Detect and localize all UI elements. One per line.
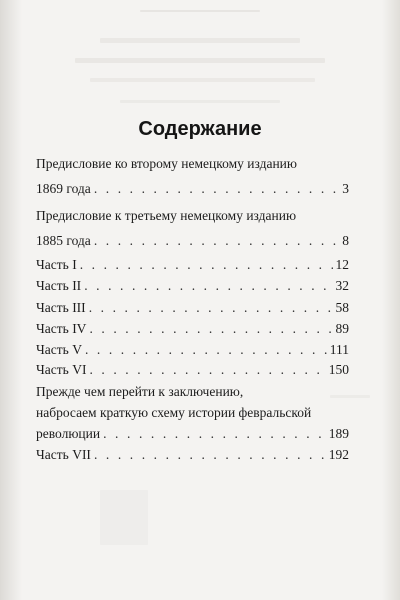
toc-entry-line: Прежде чем перейти к заключению, <box>36 384 244 399</box>
leader-dots <box>84 276 332 296</box>
leader-dots <box>80 255 333 275</box>
toc-page-number: 58 <box>335 300 349 315</box>
toc-page-number: 89 <box>335 321 349 336</box>
toc-entry[interactable] <box>36 231 349 251</box>
toc-entry-line: Предисловие к третьему немецкому изданию <box>36 208 297 223</box>
toc-entry-label: Часть II <box>36 278 82 293</box>
toc-entry[interactable] <box>36 298 349 318</box>
page-shadow-right <box>382 0 400 600</box>
toc-page-number: 32 <box>335 278 349 293</box>
toc-entry-label: 1869 года <box>36 181 91 196</box>
toc-entry[interactable] <box>36 255 349 275</box>
toc-entry-line: Предисловие ко второму немецкому изданию <box>36 156 297 171</box>
leader-dots <box>89 319 332 339</box>
toc-entry[interactable] <box>36 424 349 444</box>
toc-entry[interactable] <box>36 445 349 465</box>
toc-page-number: 3 <box>342 181 349 196</box>
bleed-through-mark <box>100 490 148 545</box>
page-shadow-left <box>0 0 22 600</box>
toc-entry-label: революции <box>36 426 101 441</box>
toc-page-number: 192 <box>328 447 349 462</box>
leader-dots <box>103 424 326 444</box>
bleed-through-mark <box>120 100 280 103</box>
bleed-through-mark <box>140 10 260 12</box>
toc-entry-label: Часть VI <box>36 362 87 377</box>
toc-entry[interactable] <box>36 360 349 380</box>
bleed-through-mark <box>90 78 315 82</box>
toc-page-number: 111 <box>329 342 349 357</box>
toc-entry[interactable] <box>36 179 349 199</box>
toc-entry-label: Часть I <box>36 257 77 272</box>
toc-entry[interactable] <box>36 276 349 296</box>
leader-dots <box>94 179 339 199</box>
toc-page-number: 189 <box>328 426 349 441</box>
page-title: Содержание <box>138 118 262 140</box>
toc-entry-label: Часть VII <box>36 447 91 462</box>
toc-entry[interactable] <box>36 319 349 339</box>
toc-entry-label: 1885 года <box>36 233 91 248</box>
leader-dots <box>89 360 325 380</box>
leader-dots <box>89 298 333 318</box>
leader-dots <box>94 231 339 251</box>
leader-dots <box>94 445 326 465</box>
toc-page-number: 8 <box>342 233 349 248</box>
toc-entry-label: Часть V <box>36 342 82 357</box>
toc-entry-label: Часть III <box>36 300 86 315</box>
toc-page-number: 12 <box>335 257 349 272</box>
toc-entry[interactable] <box>36 340 349 360</box>
bleed-through-mark <box>100 38 300 43</box>
bleed-through-mark <box>75 58 325 63</box>
toc-page-number: 150 <box>328 362 349 377</box>
leader-dots <box>85 340 327 360</box>
toc-entry-label: Часть IV <box>36 321 87 336</box>
toc-entry-line: набросаем краткую схему истории февральской <box>36 405 312 420</box>
